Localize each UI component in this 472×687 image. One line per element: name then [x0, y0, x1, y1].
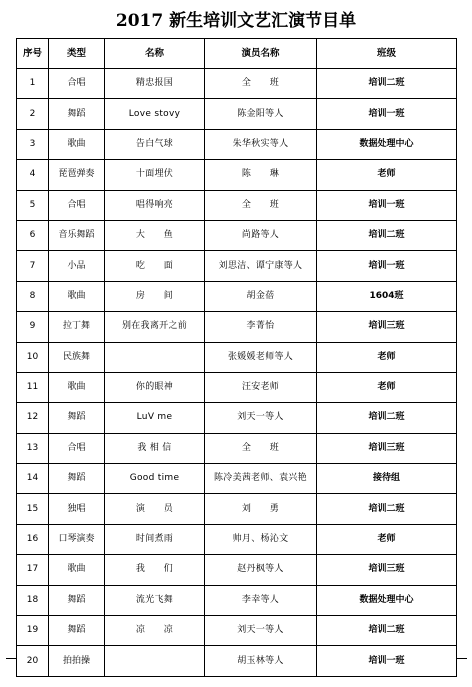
cell-team: 培训三班	[317, 312, 457, 342]
cell-type: 舞蹈	[49, 616, 105, 646]
cell-name: 十面埋伏	[105, 160, 205, 190]
cell-team: 数据处理中心	[317, 585, 457, 615]
table-row	[17, 342, 457, 372]
cell-no: 6	[17, 220, 49, 250]
cell-type: 小品	[49, 251, 105, 281]
cell-name: 我 相 信	[105, 433, 205, 463]
cell-type: 歌曲	[49, 555, 105, 585]
cell-performers: 李幸等人	[205, 585, 317, 615]
cell-team: 数据处理中心	[317, 129, 457, 159]
cell-no: 1	[17, 69, 49, 99]
cell-type: 合唱	[49, 433, 105, 463]
cell-type: 音乐舞蹈	[49, 220, 105, 250]
cell-no: 4	[17, 160, 49, 190]
table-row	[17, 524, 457, 554]
table-row	[17, 464, 457, 494]
table-row	[17, 616, 457, 646]
header-name: 名称	[105, 39, 205, 69]
cell-team: 培训一班	[317, 646, 457, 676]
cell-name: 我 们	[105, 555, 205, 585]
cell-name: 唱得响亮	[105, 190, 205, 220]
cell-team: 培训二班	[317, 220, 457, 250]
cell-type: 拍拍操	[49, 646, 105, 676]
cell-performers: 张媛媛老师等人	[205, 342, 317, 372]
page-title: 2017 新生培训文艺汇演节目单	[115, 11, 357, 31]
cell-performers: 尚路等人	[205, 220, 317, 250]
cell-type: 歌曲	[49, 372, 105, 402]
cell-team: 接待组	[317, 464, 457, 494]
table-row	[17, 403, 457, 433]
cell-no: 14	[17, 464, 49, 494]
cell-name: 凉 凉	[105, 616, 205, 646]
cell-type: 琵琶弹奏	[49, 160, 105, 190]
table-row	[17, 312, 457, 342]
table-row	[17, 494, 457, 524]
program-table	[16, 38, 457, 677]
cell-no: 3	[17, 129, 49, 159]
cell-performers: 李菁怡	[205, 312, 317, 342]
cell-no: 10	[17, 342, 49, 372]
cell-performers: 刘天一等人	[205, 403, 317, 433]
table-row	[17, 433, 457, 463]
cell-name	[105, 646, 205, 676]
cell-team: 培训一班	[317, 99, 457, 129]
cell-performers: 刘 勇	[205, 494, 317, 524]
cell-name: LuV me	[105, 403, 205, 433]
table-header-row	[17, 39, 457, 69]
cell-team: 老师	[317, 160, 457, 190]
cell-team: 老师	[317, 524, 457, 554]
cell-type: 舞蹈	[49, 585, 105, 615]
cell-name: 演 员	[105, 494, 205, 524]
header-performers: 演员名称	[205, 39, 317, 69]
cell-type: 舞蹈	[49, 99, 105, 129]
cell-type: 独唱	[49, 494, 105, 524]
cell-team: 培训二班	[317, 616, 457, 646]
cell-no: 12	[17, 403, 49, 433]
table-row	[17, 99, 457, 129]
cell-performers: 帅月、杨沁文	[205, 524, 317, 554]
table-row	[17, 220, 457, 250]
table-row	[17, 372, 457, 402]
table-body	[17, 69, 457, 677]
cell-performers: 赵丹枫等人	[205, 555, 317, 585]
cell-name: 房 间	[105, 281, 205, 311]
cell-performers: 刘思洁、谭宁康等人	[205, 251, 317, 281]
corner-mark-left	[6, 648, 17, 659]
cell-name: 你的眼神	[105, 372, 205, 402]
cell-team: 培训二班	[317, 69, 457, 99]
cell-name: 别在我离开之前	[105, 312, 205, 342]
cell-performers: 陈金阳等人	[205, 99, 317, 129]
cell-type: 口琴演奏	[49, 524, 105, 554]
cell-no: 15	[17, 494, 49, 524]
table-row	[17, 190, 457, 220]
cell-type: 民族舞	[49, 342, 105, 372]
cell-no: 18	[17, 585, 49, 615]
cell-name	[105, 342, 205, 372]
cell-no: 8	[17, 281, 49, 311]
cell-team: 培训三班	[317, 433, 457, 463]
cell-name: 大 鱼	[105, 220, 205, 250]
cell-name: 告白气球	[105, 129, 205, 159]
cell-team: 老师	[317, 372, 457, 402]
cell-team: 培训三班	[317, 555, 457, 585]
table-row	[17, 251, 457, 281]
table-row	[17, 69, 457, 99]
cell-team: 培训二班	[317, 494, 457, 524]
cell-performers: 全 班	[205, 190, 317, 220]
cell-no: 7	[17, 251, 49, 281]
header-no: 序号	[17, 39, 49, 69]
cell-name: 吃 面	[105, 251, 205, 281]
cell-performers: 全 班	[205, 69, 317, 99]
cell-no: 11	[17, 372, 49, 402]
table-row	[17, 646, 457, 676]
cell-name: 精忠报国	[105, 69, 205, 99]
cell-type: 合唱	[49, 190, 105, 220]
table-row	[17, 281, 457, 311]
cell-name: Love stovy	[105, 99, 205, 129]
cell-team: 培训一班	[317, 190, 457, 220]
corner-mark-right	[456, 648, 467, 659]
table-row	[17, 160, 457, 190]
table-row	[17, 129, 457, 159]
table-row	[17, 555, 457, 585]
cell-performers: 陈 琳	[205, 160, 317, 190]
cell-no: 19	[17, 616, 49, 646]
cell-performers: 刘天一等人	[205, 616, 317, 646]
cell-no: 9	[17, 312, 49, 342]
cell-no: 20	[17, 646, 49, 676]
cell-performers: 汪安老师	[205, 372, 317, 402]
header-type: 类型	[49, 39, 105, 69]
cell-team: 培训二班	[317, 403, 457, 433]
cell-performers: 胡玉林等人	[205, 646, 317, 676]
table-row	[17, 585, 457, 615]
cell-type: 拉丁舞	[49, 312, 105, 342]
cell-team: 1604班	[317, 281, 457, 311]
cell-no: 16	[17, 524, 49, 554]
header-team: 班级	[317, 39, 457, 69]
cell-type: 舞蹈	[49, 464, 105, 494]
cell-type: 合唱	[49, 69, 105, 99]
cell-name: Good time	[105, 464, 205, 494]
cell-no: 5	[17, 190, 49, 220]
cell-type: 舞蹈	[49, 403, 105, 433]
cell-team: 老师	[317, 342, 457, 372]
cell-no: 17	[17, 555, 49, 585]
cell-type: 歌曲	[49, 281, 105, 311]
cell-no: 2	[17, 99, 49, 129]
cell-type: 歌曲	[49, 129, 105, 159]
cell-performers: 朱华秋实等人	[205, 129, 317, 159]
cell-performers: 胡金蓓	[205, 281, 317, 311]
cell-performers: 陈冷美茜老师、袁兴艳	[205, 464, 317, 494]
cell-team: 培训一班	[317, 251, 457, 281]
cell-no: 13	[17, 433, 49, 463]
cell-name: 流光飞舞	[105, 585, 205, 615]
cell-performers: 全 班	[205, 433, 317, 463]
cell-name: 时间煮雨	[105, 524, 205, 554]
